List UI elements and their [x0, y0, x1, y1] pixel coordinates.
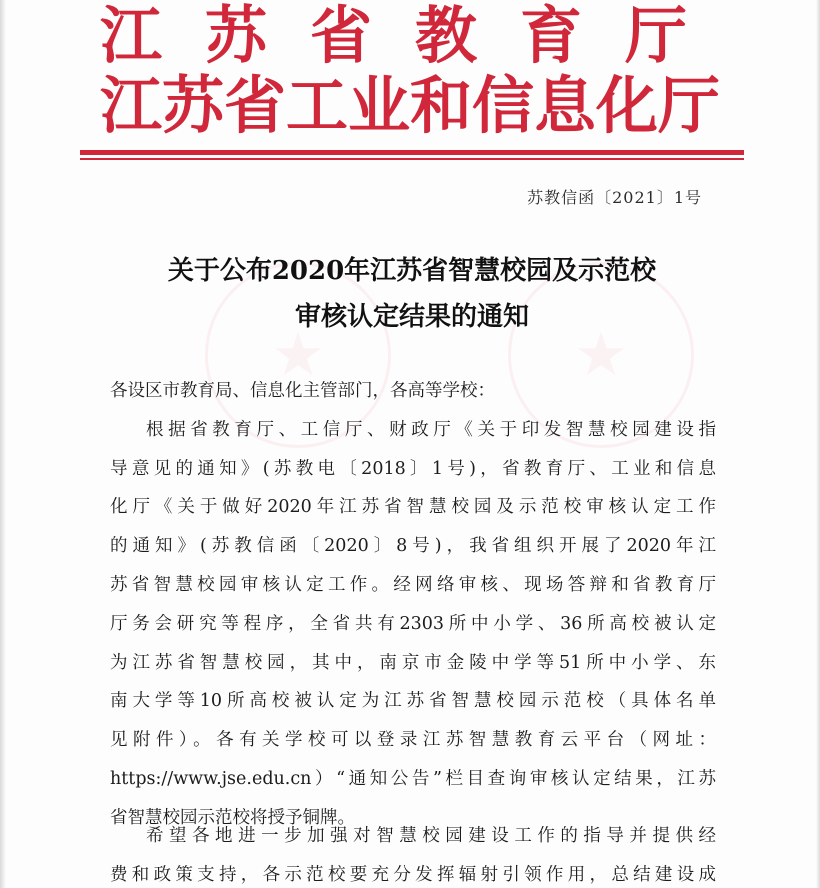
body-line: 希望各地进一步加强对智慧校园建设工作的指导并提供经	[146, 826, 716, 846]
body-line: 导意见的通知》(苏教电〔2018〕1号)，省教育厅、工业和信息	[110, 458, 716, 479]
masthead-red-rule	[80, 150, 744, 155]
page-right-shadow	[816, 0, 820, 888]
salutation: 各设区市教育局、信息化主管部门，各高等学校：	[110, 381, 495, 401]
body-line: https://www.jse.edu.cn）“通知公告”栏目查询审核认定结果，江苏	[110, 768, 716, 789]
document-body	[110, 372, 716, 838]
body-line: 为江苏省智慧校园，其中，南京市金陵中学等51所中小学、东	[110, 652, 716, 673]
body-line: 苏省智慧校园审核认定工作。经网络审核、现场答辩和省教育厅	[110, 574, 716, 595]
body-line: 省智慧校园示范校将授予铜牌。	[110, 807, 355, 828]
document-title-line-2: 审核认定结果的通知	[294, 302, 529, 332]
body-line: 化厅《关于做好2020年江苏省智慧校园及示范校审核认定工作	[110, 497, 716, 518]
body-line: 南大学等10所高校被认定为江苏省智慧校园示范校（具体名单	[110, 691, 716, 712]
masthead-red-rule-thin	[80, 158, 744, 160]
document-number: 苏教信函〔2021〕1号	[527, 188, 702, 207]
body-line: 根据省教育厅、工信厅、财政厅《关于印发智慧校园建设指	[146, 419, 716, 440]
seal-star-icon: ★	[574, 320, 628, 390]
body-line: 厅务会研究等程序，全省共有2303所中小学、36所高校被认定	[110, 613, 716, 634]
seal-star-icon: ★	[271, 320, 325, 390]
page-left-shadow	[0, 0, 6, 888]
body-line: 的通知》(苏教信函〔2020〕8号)，我省组织开展了2020年江	[110, 536, 716, 557]
masthead-issuer-2: 江苏省工业和信息化厅	[100, 69, 721, 142]
document-body-paragraph-2	[110, 817, 716, 888]
document-title-line-1: 关于公布2020年江苏省智慧校园及示范校	[167, 256, 657, 286]
masthead-issuer-1: 江苏省教育厅	[100, 0, 731, 72]
body-line: 费和政策支持，各示范校要充分发挥辐射引领作用，总结建设成	[110, 864, 716, 885]
body-line: 见附件）。各有关学校可以登录江苏智慧教育云平台（网址：	[110, 730, 716, 751]
